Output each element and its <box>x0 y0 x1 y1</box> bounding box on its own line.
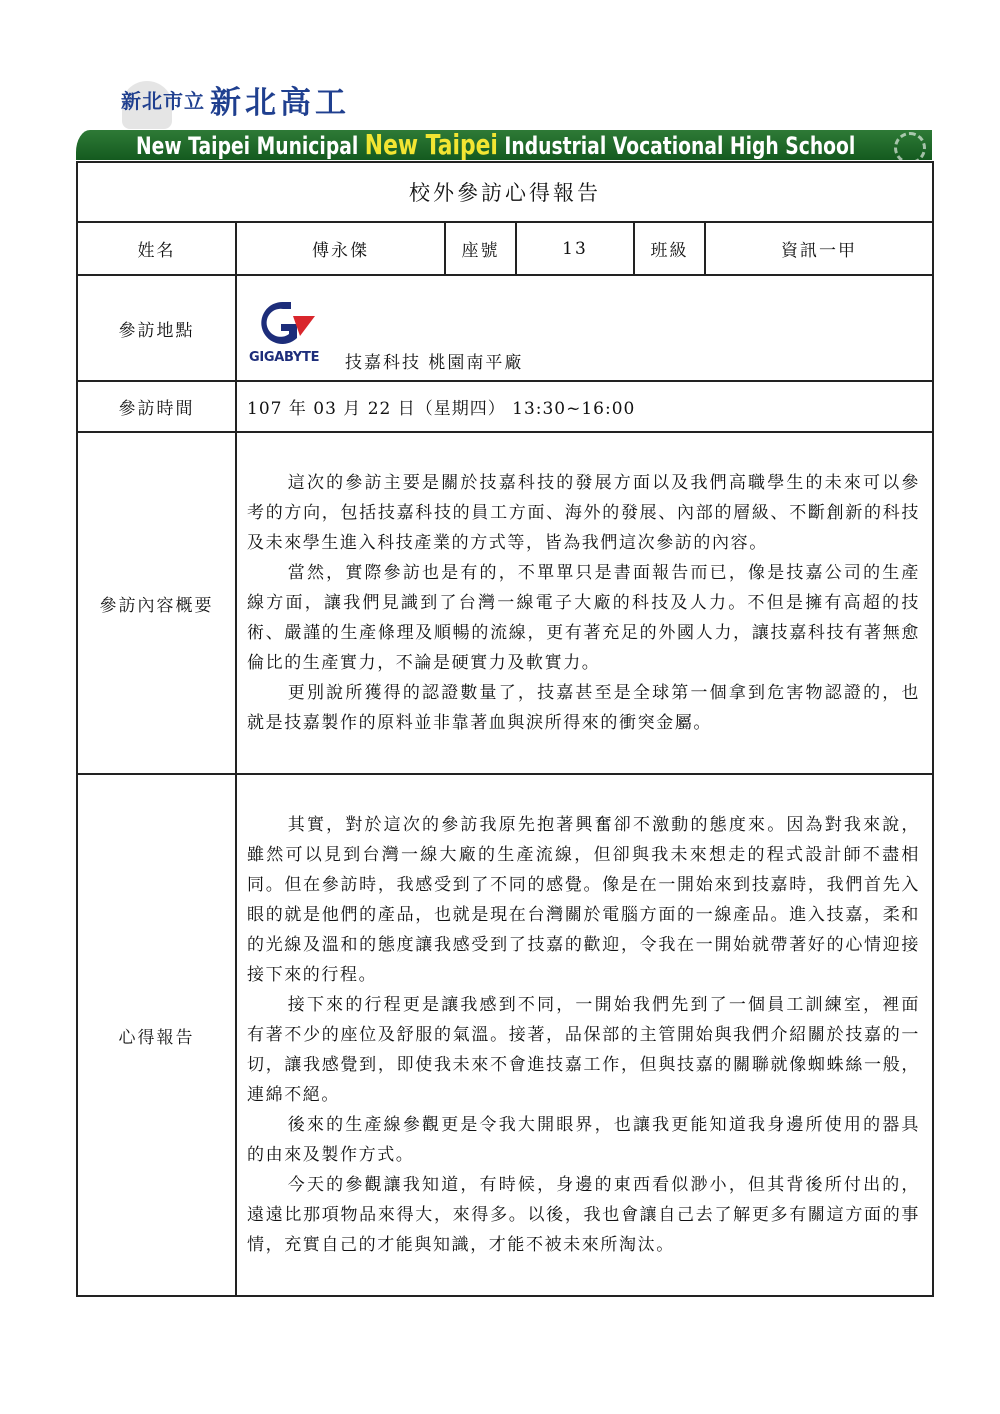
location-value: 技嘉科技 桃園南平廠 <box>345 353 524 373</box>
report-title: 校外參訪心得報告 <box>77 162 933 222</box>
seat-label: 座號 <box>445 222 516 275</box>
seat-value: 13 <box>516 222 634 275</box>
class-value: 資訊一甲 <box>705 222 933 275</box>
banner-prefix: New Taipei Municipal <box>136 132 365 160</box>
reflection-paragraph: 其實，對於這次的參訪我原先抱著興奮卻不激動的態度來。因為對我來說，雖然可以見到台灣一線大廠的生產流線，但卻與我未來想走的程式設計師不盡相同。但在參訪時，我感受到了不同的感覺。像是在一開始來到技嘉時，我們首先入眼的就是他們的產品，也就是現在台灣關於電腦方面的一線產品。進入技嘉，柔和的光線及溫和的態度讓我感受到了技嘉的歡迎，令我在一開始就帶著好的心情迎接接下來的行程。 <box>247 815 921 985</box>
school-city-label: 新北市立 <box>121 89 205 113</box>
gigabyte-logo-icon <box>253 298 317 348</box>
reflection-content <box>236 774 933 1296</box>
gear-icon <box>894 132 926 160</box>
reflection-label: 心得報告 <box>77 774 236 1296</box>
time-label: 參訪時間 <box>77 381 236 432</box>
summary-content <box>236 432 933 774</box>
summary-paragraph: 當然，實際參訪也是有的，不單單只是書面報告而已，像是技嘉公司的生產線方面，讓我們見識到了台灣一線電子大廠的科技及人力。不但是擁有高超的技術、嚴謹的生產條理及順暢的流線，更有著充足的外國人力，讓技嘉科技有著無愈倫比的生產實力，不論是硬實力及軟實力。 <box>247 563 921 673</box>
location-label: 參訪地點 <box>77 275 236 381</box>
school-banner <box>76 130 932 160</box>
class-label: 班級 <box>634 222 705 275</box>
summary-paragraph: 這次的參訪主要是關於技嘉科技的發展方面以及我們高職學生的未來可以參考的方向，包括技嘉科技的員工方面、海外的發展、內部的層級、不斷創新的科技及未來學生進入科技產業的方式等，皆為我們這次參訪的內容。 <box>247 473 921 553</box>
school-banner-text <box>136 130 855 160</box>
banner-suffix: Industrial Vocational High School <box>497 132 856 160</box>
summary-label: 參訪內容概要 <box>77 432 236 774</box>
reflection-paragraph: 後來的生產線參觀更是令我大開眼界，也讓我更能知道我身邊所使用的器具的由來及製作方式。 <box>247 1115 921 1165</box>
reflection-paragraph: 接下來的行程更是讓我感到不同，一開始我們先到了一個員工訓練室，裡面有著不少的座位及舒服的氣溫。接著，品保部的主管開始與我們介紹關於技嘉的一切，讓我感覺到，即使我未來不會進技嘉工作，但與技嘉的關聯就像蜘蛛絲一般，連綿不絕。 <box>247 995 921 1105</box>
report-form <box>76 161 934 1297</box>
reflection-paragraph: 今天的參觀讓我知道，有時候，身邊的東西看似渺小，但其背後所付出的，遠遠比那項物品來得大，來得多。以後，我也會讓自己去了解更多有關這方面的事情，充實自己的才能與知識，才能不被未來所淘汰。 <box>247 1175 921 1255</box>
summary-paragraph: 更別說所獲得的認證數量了，技嘉甚至是全球第一個拿到危害物認證的，也就是技嘉製作的原料並非靠著血與淚所得來的衝突金屬。 <box>247 683 921 733</box>
time-value: 107 年 03 月 22 日（星期四） 13:30~16:00 <box>236 381 933 432</box>
school-name: 新北高工 <box>210 85 350 121</box>
school-header <box>76 75 932 165</box>
banner-highlight: New Taipei <box>364 130 498 160</box>
location-cell <box>236 275 933 381</box>
name-label: 姓名 <box>77 222 236 275</box>
gigabyte-logo-text: GIGABYTE <box>249 350 320 365</box>
name-value: 傅永傑 <box>236 222 445 275</box>
